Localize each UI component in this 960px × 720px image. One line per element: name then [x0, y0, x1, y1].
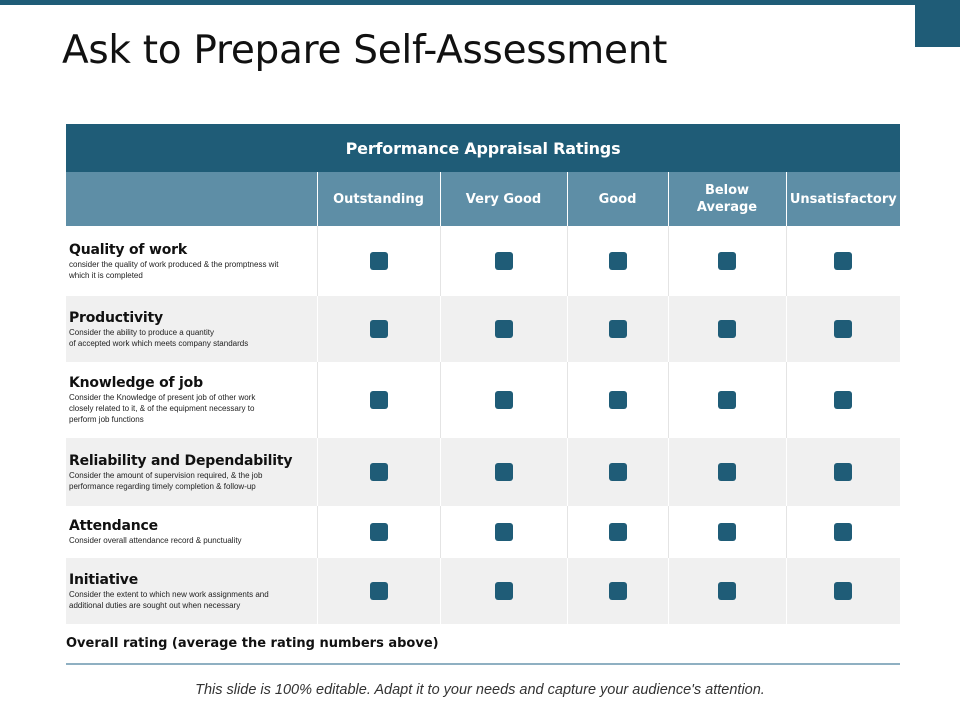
table-row-attendance [66, 506, 900, 558]
rating-checkbox-icon[interactable] [718, 252, 736, 270]
rating-cell-below-average [668, 558, 786, 624]
rating-cell-unsatisfactory [786, 558, 900, 624]
rating-checkbox-icon[interactable] [495, 320, 513, 338]
rating-checkbox-icon[interactable] [609, 463, 627, 481]
criterion-description: Consider the amount of supervision required, & the job performance regarding timely completion & follow-up [69, 471, 263, 491]
table-row-quality-of-work [66, 226, 900, 296]
table-header-title: Performance Appraisal Ratings [66, 124, 900, 172]
rating-checkbox-icon[interactable] [495, 582, 513, 600]
rating-cell-good [567, 362, 668, 438]
rating-checkbox-icon[interactable] [834, 320, 852, 338]
criterion-description: Consider the Knowledge of present job of other work closely related to it, & of the equipment necessary to perform job functions [69, 393, 256, 424]
rating-checkbox-icon[interactable] [609, 320, 627, 338]
rating-columns-header [66, 172, 900, 226]
corner-accent-block [915, 0, 960, 47]
rating-checkbox-icon[interactable] [718, 320, 736, 338]
rating-checkbox-icon[interactable] [370, 582, 388, 600]
rating-cell-outstanding [317, 296, 440, 362]
rating-cell-outstanding [317, 438, 440, 506]
rating-cell-outstanding [317, 558, 440, 624]
rating-cell-good [567, 226, 668, 296]
rating-checkbox-icon[interactable] [370, 523, 388, 541]
rating-cell-unsatisfactory [786, 438, 900, 506]
rating-checkbox-icon[interactable] [834, 252, 852, 270]
criterion-title: Knowledge of job [69, 375, 203, 391]
column-header-very-good: Very Good [440, 172, 567, 226]
rating-cell-outstanding [317, 362, 440, 438]
rating-checkbox-icon[interactable] [834, 523, 852, 541]
rating-cell-unsatisfactory [786, 506, 900, 558]
criterion-description: consider the quality of work produced & the promptness wit which it is completed [69, 260, 279, 280]
rating-checkbox-icon[interactable] [718, 463, 736, 481]
rating-cell-good [567, 296, 668, 362]
rating-checkbox-icon[interactable] [495, 523, 513, 541]
performance-appraisal-table [66, 124, 900, 665]
rating-checkbox-icon[interactable] [834, 582, 852, 600]
rating-checkbox-icon[interactable] [495, 391, 513, 409]
rating-checkbox-icon[interactable] [834, 391, 852, 409]
criterion-title: Initiative [69, 572, 139, 588]
criterion-cell [66, 226, 317, 296]
rating-checkbox-icon[interactable] [370, 320, 388, 338]
criterion-title: Quality of work [69, 242, 187, 258]
rating-cell-very-good [440, 506, 567, 558]
rating-cell-unsatisfactory [786, 296, 900, 362]
overall-rating-label: Overall rating (average the rating numbers above) [66, 624, 900, 664]
table-row-productivity [66, 296, 900, 362]
rating-checkbox-icon[interactable] [718, 391, 736, 409]
rating-checkbox-icon[interactable] [495, 463, 513, 481]
rating-checkbox-icon[interactable] [609, 523, 627, 541]
rating-checkbox-icon[interactable] [495, 252, 513, 270]
rating-cell-very-good [440, 362, 567, 438]
column-header-unsatisfactory: Unsatisfactory [786, 172, 900, 226]
rating-cell-very-good [440, 226, 567, 296]
rating-cell-very-good [440, 558, 567, 624]
rating-cell-outstanding [317, 506, 440, 558]
top-accent-bar [0, 0, 960, 5]
table-row-initiative [66, 558, 900, 624]
footer-note: This slide is 100% editable. Adapt it to your needs and capture your audience's attention. [195, 682, 765, 698]
rating-cell-below-average [668, 438, 786, 506]
rating-cell-below-average [668, 362, 786, 438]
criterion-cell [66, 506, 317, 558]
rating-cell-good [567, 438, 668, 506]
rating-cell-below-average [668, 506, 786, 558]
rating-checkbox-icon[interactable] [609, 391, 627, 409]
criterion-title: Productivity [69, 310, 163, 326]
rating-checkbox-icon[interactable] [370, 463, 388, 481]
rating-cell-good [567, 558, 668, 624]
criterion-description: Consider overall attendance record & punctuality [69, 536, 242, 545]
rating-cell-below-average [668, 226, 786, 296]
rating-cell-very-good [440, 438, 567, 506]
rating-checkbox-icon[interactable] [718, 523, 736, 541]
rating-checkbox-icon[interactable] [370, 391, 388, 409]
criterion-title: Attendance [69, 518, 158, 534]
rating-cell-very-good [440, 296, 567, 362]
rating-cell-good [567, 506, 668, 558]
criterion-description: Consider the ability to produce a quantity of accepted work which meets company standards [69, 328, 249, 348]
column-header-below-average: Below Average [668, 172, 786, 226]
criterion-title: Reliability and Dependability [69, 453, 293, 469]
rating-cell-unsatisfactory [786, 362, 900, 438]
rating-checkbox-icon[interactable] [370, 252, 388, 270]
criterion-description: Consider the extent to which new work assignments and additional duties are sought out when necessary [69, 590, 269, 610]
criterion-cell [66, 296, 317, 362]
criterion-cell [66, 438, 317, 506]
column-header-good: Good [567, 172, 668, 226]
criterion-cell [66, 558, 317, 624]
rating-checkbox-icon[interactable] [609, 582, 627, 600]
slide-title: Ask to Prepare Self-Assessment [62, 28, 668, 73]
table-row-reliability [66, 438, 900, 506]
overall-rating-row [66, 624, 900, 664]
rating-checkbox-icon[interactable] [834, 463, 852, 481]
rating-cell-unsatisfactory [786, 226, 900, 296]
criteria-column-header [66, 172, 317, 226]
rating-checkbox-icon[interactable] [609, 252, 627, 270]
column-header-outstanding: Outstanding [317, 172, 440, 226]
criterion-cell [66, 362, 317, 438]
table-row-knowledge-of-job [66, 362, 900, 438]
rating-cell-below-average [668, 296, 786, 362]
rating-cell-outstanding [317, 226, 440, 296]
rating-checkbox-icon[interactable] [718, 582, 736, 600]
